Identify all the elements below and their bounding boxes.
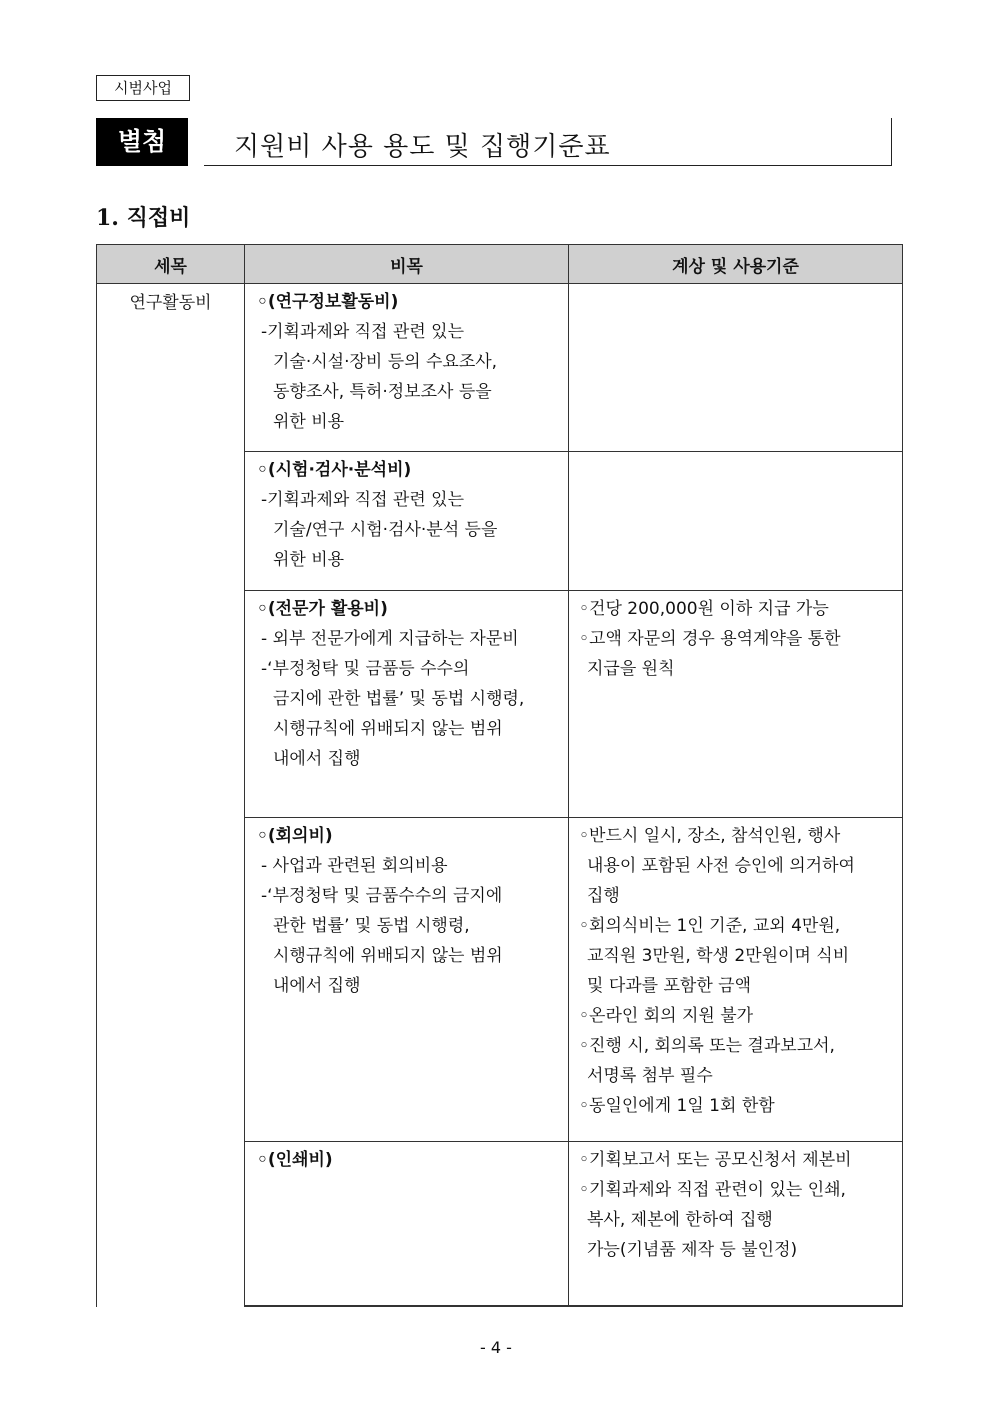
expense-item-title: ◦(회의비)	[257, 826, 333, 846]
criteria-line: 교직원 3만원, 학생 2만원이며 식비	[587, 946, 850, 966]
criteria-line: 집행	[587, 886, 620, 906]
criteria-line: 서명록 첨부 필수	[587, 1066, 713, 1086]
expense-item-cell	[245, 591, 569, 818]
table-tail-cell	[245, 1306, 569, 1307]
expense-item-desc-line: 기술/연구 시험·검사·분석 등을	[273, 520, 498, 540]
criteria-cell	[569, 818, 903, 1142]
expense-item-title: ◦(인쇄비)	[257, 1150, 333, 1170]
criteria-line: ◦온라인 회의 지원 불가	[579, 1006, 754, 1026]
column-header-subitem: 세목	[97, 245, 245, 284]
expense-item-desc-line: -‘부정청탁 및 금품등 수수의	[261, 659, 470, 679]
category-cell	[97, 284, 245, 1307]
table-row	[97, 284, 903, 452]
expense-item-title: ◦(시험·검사·분석비)	[257, 460, 412, 480]
expense-item-cell	[245, 452, 569, 591]
expense-item-cell	[245, 284, 569, 452]
expense-item-desc-line: -기획과제와 직접 관련 있는	[261, 322, 464, 342]
expense-item-desc-line: -‘부정청탁 및 금품수수의 금지에	[261, 886, 503, 906]
criteria-line: ◦동일인에게 1일 1회 한함	[579, 1096, 775, 1116]
column-header-criteria: 계상 및 사용기준	[569, 245, 903, 284]
criteria-line: 지급을 원칙	[587, 659, 675, 679]
expense-item-desc-line: 기술·시설·장비 등의 수요조사,	[273, 352, 498, 372]
annex-title-box	[204, 118, 892, 166]
table-tail-cell	[569, 1306, 903, 1307]
criteria-line: ◦건당 200,000원 이하 지급 가능	[579, 599, 829, 619]
expense-item-desc-line: 금지에 관한 법률’ 및 동법 시행령,	[273, 689, 525, 709]
table-header-row	[97, 245, 903, 284]
expense-item-desc-line: 내에서 집행	[273, 976, 361, 996]
criteria-line: ◦기획보고서 또는 공모신청서 제본비	[579, 1150, 852, 1170]
criteria-cell	[569, 452, 903, 591]
criteria-cell	[569, 1142, 903, 1306]
criteria-line: ◦기획과제와 직접 관련이 있는 인쇄,	[579, 1180, 846, 1200]
criteria-line: 내용이 포함된 사전 승인에 의거하여	[587, 856, 855, 876]
criteria-line: ◦진행 시, 회의록 또는 결과보고서,	[579, 1036, 835, 1056]
expense-item-desc-line: - 사업과 관련된 회의비용	[261, 856, 448, 876]
expense-item-cell	[245, 818, 569, 1142]
budget-standards-table	[96, 244, 903, 1307]
expense-item-desc-line: 위한 비용	[273, 550, 345, 570]
expense-item-desc-line: - 외부 전문가에게 지급하는 자문비	[261, 629, 519, 649]
expense-item-title: ◦(연구정보활동비)	[257, 292, 399, 312]
expense-item-desc-line: 내에서 집행	[273, 749, 361, 769]
criteria-line: 가능(기념품 제작 등 불인정)	[587, 1240, 798, 1260]
page-number: - 4 -	[480, 1338, 512, 1357]
criteria-line: 및 다과를 포함한 금액	[587, 976, 752, 996]
annex-badge: 별첨	[96, 118, 188, 166]
pilot-project-tag: 시범사업	[96, 75, 190, 101]
expense-item-desc-line: 시행규칙에 위배되지 않는 범위	[273, 946, 503, 966]
expense-item-cell	[245, 1142, 569, 1306]
expense-item-desc-line: -기획과제와 직접 관련 있는	[261, 490, 464, 510]
column-header-expense-item: 비목	[245, 245, 569, 284]
expense-item-desc-line: 위한 비용	[273, 412, 345, 432]
expense-item-desc-line: 관한 법률’ 및 동법 시행령,	[273, 916, 470, 936]
expense-item-desc-line: 시행규칙에 위배되지 않는 범위	[273, 719, 503, 739]
criteria-line: 복사, 제본에 한하여 집행	[587, 1210, 773, 1230]
category-label: 연구활동비	[129, 293, 212, 313]
expense-item-title: ◦(전문가 활용비)	[257, 599, 388, 619]
criteria-line: ◦회의식비는 1인 기준, 교외 4만원,	[579, 916, 841, 936]
section-heading: 1. 직접비	[96, 205, 191, 231]
criteria-line: ◦반드시 일시, 장소, 참석인원, 행사	[579, 826, 841, 846]
criteria-cell	[569, 591, 903, 818]
criteria-cell	[569, 284, 903, 452]
expense-item-desc-line: 동향조사, 특허·정보조사 등을	[273, 382, 492, 402]
annex-title: 지원비 사용 용도 및 집행기준표	[234, 132, 611, 162]
criteria-line: ◦고액 자문의 경우 용역계약을 통한	[579, 629, 841, 649]
